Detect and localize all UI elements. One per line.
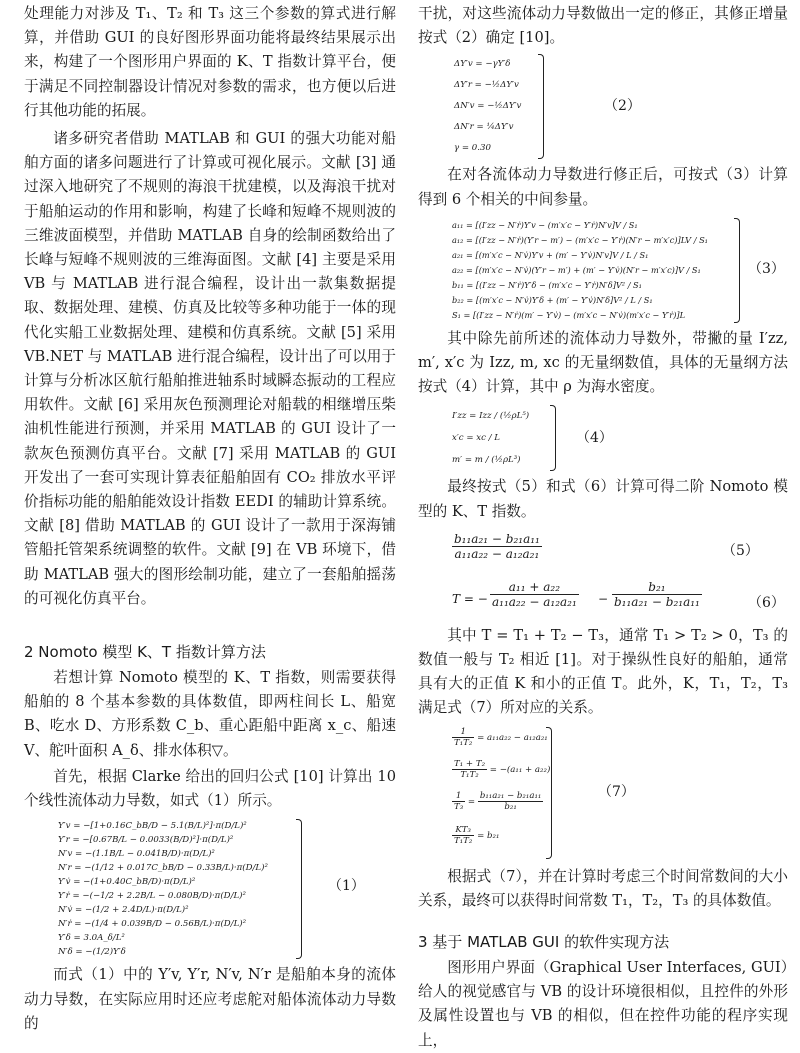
- equation-number: （6）: [748, 594, 785, 611]
- equation-line: Y′r = −[0.67B/L − 0.0033(B/D)²]·π(D/L)²: [58, 835, 234, 846]
- equation-number: （7）: [598, 783, 635, 800]
- paragraph: 最终按式（5）和式（6）计算可得二阶 Nomoto 模型的 K、T 指数。: [418, 478, 788, 520]
- equation-number: （4）: [576, 430, 613, 447]
- equation-line: N′ṙ = −(1/4 + 0.039B/D − 0.56B/L)·π(D/L)²: [58, 919, 247, 930]
- fraction: $\frac{\text{a₁₁ + a₂₂}}{\text{a₁₁a₂₂ − a₁₂a₂₁}}$: [492, 579, 577, 609]
- section-heading: 2 Nomoto 模型 K、T 指数计算方法: [24, 643, 266, 662]
- paragraph: 而式（1）中的 Y′v, Y′r, N′v, N′r 是船舶本身的流体动力导数，在实际应用时还应考虑舵对船体流体动力导数的: [24, 966, 396, 1032]
- equation-line: a₂₁ = [(m′x′c − N′v̇)Y′v + (m′ − Y′v̇)N′v]V / L / S₁: [452, 249, 649, 260]
- equation-line: b₂₂ = [(m′x′c − N′v̇)Y′δ + (m′ − Y′v̇)N′δ]V² / L / S₁: [452, 294, 653, 305]
- equation-line: Y′ṙ = −(−1/2 + 2.2B/L − 0.080B/D)·π(D/L)²: [58, 891, 246, 902]
- paragraph: 其中 T = T₁ + T₂ − T₃，通常 T₁ > T₂ > 0，T₃ 的数值一般与 T₂ 相近 [1]。对于操纵性良好的船舶，通常具有大的正值 K 和小的正值 T。此外，K，T₁，T₂，T₃ 满足式（7）所对应的关系。: [418, 626, 788, 717]
- equation-line: N′v̇ = −(1/2 + 2.4D/L)·π(D/L)²: [58, 905, 189, 916]
- equation-line: ΔN′r = ¼ΔY′v: [454, 122, 514, 133]
- brace: [546, 727, 552, 859]
- equation-line: $\frac{1}{\text{T₃}}$ = $\frac{\text{b₁₁a₂₁ − b₂₁a₁₁}}{\text{b₂₁}}$: [454, 790, 542, 812]
- equation-line: Y′v̇ = −(1+0.40C_bB/D)·π(D/L)²: [58, 877, 196, 888]
- paragraph: 首先，根据 Clarke 给出的回归公式 [10] 计算出 10 个线性流体动力导数，如式（1）所示。: [24, 767, 396, 810]
- equation-5: [418, 530, 788, 574]
- paragraph: 图形用户界面（Graphical User Interfaces, GUI）给人的视觉感官与 VB 的设计环境很相似，且控件的外形及属性设置也与 VB 的相似，但在控件功能的程序实现上，: [418, 959, 788, 1049]
- equation-number: （3）: [748, 260, 785, 277]
- equation-line: a₁₂ = [(I′zz − N′ṙ)(Y′r − m′) − (m′x′c − Y′ṙ)(N′r − m′x′c)]LV / S₁: [452, 234, 708, 245]
- paragraph: 处理能力对涉及 T₁、T₂ 和 T₃ 这三个参数的算式进行解算，并借助 GUI 的良好图形界面功能将最终结果展示出来，构建了一个图形用户界面的 K、T 指数计算平台，便于满足不同控制器设计情况对参数的需求，也方便以后进行其他功能的拓展。: [24, 5, 396, 119]
- brace: [550, 405, 556, 471]
- equation-1: [58, 819, 365, 959]
- equation-line: m′ = m / (½ρL³): [452, 455, 521, 466]
- equation-4: [452, 405, 652, 471]
- equation-line: S₁ = [(I′zz − N′ṙ)(m′ − Y′v̇) − (m′x′c − N′v̇)(m′x′c − Y′ṙ)]L: [452, 309, 686, 320]
- equation-line: N′δ = −(1/2)Y′δ: [58, 947, 126, 958]
- right-column: [418, 0, 788, 1053]
- equation-line: Y′δ = 3.0A_δ/L²: [58, 933, 125, 944]
- equation-line: $\frac{\text{KT₃}}{\text{T₁T₂}}$ = b₂₁: [454, 824, 500, 846]
- paragraph: 干扰，对这些流体动力导数做出一定的修正，其修正增量按式（2）确定 [10]。: [418, 5, 788, 47]
- equation-line: N′r = −(1/12 + 0.017C_bB/D − 0.33B/L)·π(D/L)²: [58, 863, 268, 874]
- equation-7: [418, 727, 788, 859]
- equation-line: b₁₁ = [(I′zz − N′ṙ)Y′δ − (m′x′c − Y′ṙ)N′δ]V² / S₁: [452, 279, 642, 290]
- equation-line: γ = 0.30: [454, 143, 491, 154]
- section-heading: 3 基于 MATLAB GUI 的软件实现方法: [418, 933, 670, 952]
- equation-number: （2）: [604, 98, 641, 115]
- equation-number: （1）: [328, 878, 365, 895]
- brace: [538, 54, 544, 159]
- equation-lhs: T = −: [452, 591, 488, 606]
- paragraph: 根据式（7），并在计算时考虑三个时间常数间的大小关系，最终可以获得时间常数 T₁，T₂，T₃ 的具体数值。: [418, 867, 788, 909]
- equation-line: x′c = xc / L: [452, 433, 500, 444]
- equation-line: N′v = −(1.1B/L − 0.041B/D)·π(D/L)²: [58, 849, 215, 860]
- paragraph: 在对各流体动力导数进行修正后，可按式（3）计算得到 6 个相关的中间参量。: [418, 166, 788, 208]
- equation-line: ΔY′r = −½ΔY′v: [454, 80, 519, 91]
- paragraph: 诸多研究者借助 MATLAB 和 GUI 的强大功能对船舶方面的诸多问题进行了计算或可视化展示。文献 [3] 通过深入地研究了不规则的海浪干扰建模，以及海浪干扰对于船舶运动的作用和影响，构建了长峰和短峰不规则波的三维波面模型，并借助 MATLAB 自身的绘制函数给出了长峰与短峰不规则波的三维海面图。文献 [4] 主要是采用 VB 与 MATLAB 进行混合编程，设计出一款集数据提取、数据处理、建模、仿真及比较等多种功能于一体的现代化实船工业数据处理、建模和仿真系统。文献 [5] 采用 VB.NET 与 MATLAB 进行混合编程，设计出了可以用于计算与分析冰区航行船舶推进轴系时域瞬态振动的工程应用软件。文献 [6] 采用灰色预测理论对船载的相继增压柴油机性能进行预测，并采用 MATLAB 的 GUI 设计了一款灰色预测仿真平台。文献 [7] 采用 MATLAB 的 GUI 开发出了一套可实现计算表征船舶固有 CO₂ 排放水平评价指标功能的船舶能效设计指数 EEDI 的辅助计算系统。文献 [8] 借助 MATLAB 的 GUI 设计了一款用于深海铺管船托管架系统调整的软件。文献 [9] 在 VB 环境下，借助 MATLAB 强大的图形绘制功能，建立了一套船舶摇荡的可视化仿真平台。: [24, 130, 396, 607]
- equation-line: ΔY′v = −γY′δ: [454, 59, 511, 70]
- fraction: $\frac{\text{b₁₁a₂₁ − b₂₁a₁₁}}{\text{a₁₁a₂₂ − a₁₂a₂₁}}$: [454, 531, 540, 561]
- paragraph: 其中除先前所述的流体动力导数外，带撇的量 I′zz, m′, x′c 为 Izz, m, xc 的无量纲数值，具体的无量纲方法按式（4）计算，其中 ρ 为海水密度。: [418, 329, 788, 396]
- paragraph: 若想计算 Nomoto 模型的 K、T 指数，则需要获得船舶的 8 个基本参数的具体数值，即两柱间长 L、船宽 B、吃水 D、方形系数 C_b、重心距船中距离 x_c、船速 V、舵叶面积 A_δ、排水体积▽。: [24, 669, 396, 759]
- equation-2: [454, 54, 674, 159]
- equation-line: Y′v = −[1+0.16C_bB/D − 5.1(B/L)²]·π(D/L)²: [58, 821, 247, 832]
- operator: −: [598, 591, 609, 606]
- left-column: [24, 0, 396, 1036]
- equation-line: I′zz = Izz / (½ρL⁵): [452, 411, 530, 422]
- equation-number: （5）: [722, 542, 759, 559]
- equation-line: a₂₂ = [(m′x′c − N′v̇)(Y′r − m′) + (m′ − Y′v̇)(N′r − m′x′c)]V / S₁: [452, 264, 701, 275]
- equation-6: [418, 578, 788, 624]
- brace: [734, 218, 740, 323]
- equation-line: $\frac{\text{T₁ + T₂}}{\text{T₁T₂}}$ = −(a₁₁ + a₂₂): [454, 758, 551, 780]
- equation-line: $\frac{1}{\text{T₁T₂}}$ = a₁₁a₂₂ − a₁₂a₂₁: [454, 726, 548, 748]
- fraction: $\frac{\text{b₂₁}}{\text{b₁₁a₂₁ − b₂₁a₁₁}}$: [614, 579, 700, 609]
- equation-3: [452, 218, 785, 323]
- brace: [296, 819, 302, 959]
- equation-line: ΔN′v = −½ΔY′v: [454, 101, 522, 112]
- equation-line: a₁₁ = [(I′zz − N′ṙ)Y′v − (m′x′c − Y′ṙ)N′v]V / S₁: [452, 219, 638, 230]
